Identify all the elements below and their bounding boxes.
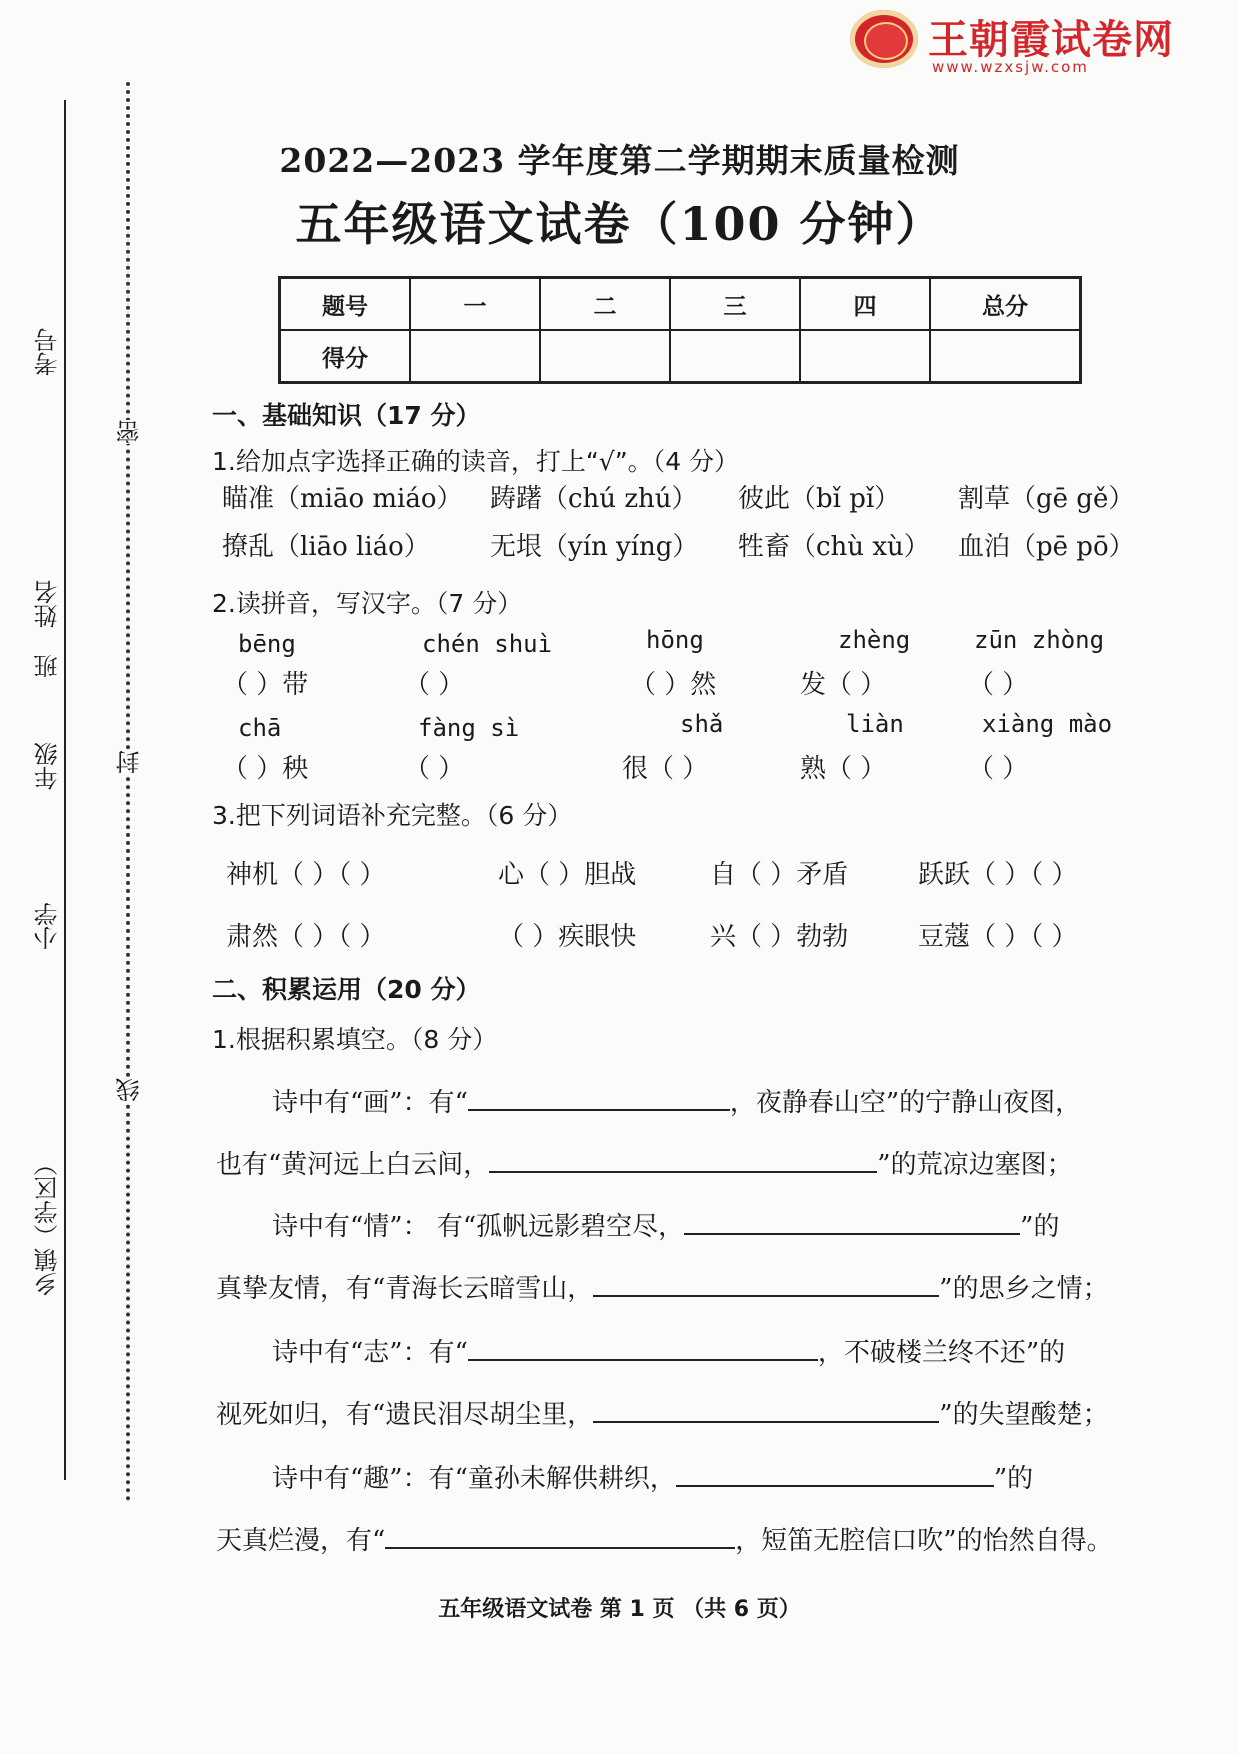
answer-blank[interactable]: （ ） — [968, 754, 1029, 784]
watermark — [850, 10, 1220, 80]
exam-title-line1: 2022—2023 学年度第二学期期末质量检测 — [279, 141, 960, 180]
page-footer: 五年级语文试卷 第 1 页 （共 6 页） — [438, 1597, 801, 1622]
fill-blank[interactable] — [676, 1463, 994, 1487]
pinyin-choice[interactable]: 瞄准（miāo miáo） — [222, 484, 463, 514]
pinyin-choice[interactable]: 彼此（bǐ pǐ） — [738, 484, 901, 514]
score-table-header-row — [280, 278, 1081, 331]
pinyin-choice[interactable]: 割草（gē gě） — [958, 484, 1135, 514]
section2-heading: 二、积累运用（20 分） — [212, 975, 481, 1004]
fill-blank[interactable] — [593, 1273, 939, 1297]
answer-blank[interactable]: （ ）然 — [630, 670, 717, 700]
idiom-blank[interactable]: 兴（ ）勃勃 — [710, 922, 849, 952]
pinyin: shǎ — [680, 710, 724, 738]
poem-line: 诗中有“画”：有“ ，夜静春山空”的宁静山夜图， — [272, 1088, 1082, 1118]
pinyin-choice[interactable]: 踌躇（chú zhú） — [490, 484, 698, 514]
score-cell: 得分 — [280, 330, 411, 383]
answer-blank[interactable]: 熟（ ） — [800, 754, 887, 784]
idiom-blank[interactable]: 豆蔻（ ）（ ） — [918, 922, 1078, 952]
score-cell: 一 — [410, 278, 540, 331]
pinyin-choice[interactable]: 撩乱（liāo liáo） — [222, 532, 430, 562]
score-cell: 总分 — [930, 278, 1081, 331]
score-input-cell[interactable] — [800, 330, 930, 383]
fill-blank[interactable] — [489, 1149, 877, 1173]
field-name: 姓名 — [34, 580, 62, 628]
answer-blank[interactable]: （ ） — [404, 670, 465, 700]
field-exam-number: 考号 — [34, 328, 62, 376]
score-table-score-row — [280, 330, 1081, 383]
seal-char-mi: 密 — [112, 420, 147, 444]
pinyin-choice[interactable]: 牲畜（chù xù） — [738, 532, 930, 562]
idiom-blank[interactable]: 自（ ）矛盾 — [710, 860, 849, 890]
poem-line: 真挚友情，有“青海长云暗雪山， ”的思乡之情； — [216, 1274, 1109, 1304]
idiom-blank[interactable]: 神机（ ）（ ） — [226, 860, 386, 890]
exam-title-line2: 五年级语文试卷（100 分钟） — [295, 197, 944, 251]
score-input-cell[interactable] — [410, 330, 540, 383]
poem-line: 诗中有“情”： 有“孤帆远影碧空尽， ”的 — [272, 1212, 1060, 1242]
watermark-site-name: 王朝霞试卷网 — [928, 17, 1174, 63]
answer-blank[interactable]: （ ） — [968, 670, 1029, 700]
field-town: 乡镇（学区） — [34, 1152, 62, 1296]
field-grade: 年级 — [34, 742, 62, 790]
score-cell: 二 — [540, 278, 670, 331]
score-cell: 题号 — [280, 278, 411, 331]
pinyin: bēng — [238, 630, 296, 658]
pinyin: liàn — [846, 710, 904, 738]
poem-line: 诗中有“志”：有“ ，不破楼兰终不还”的 — [272, 1338, 1066, 1368]
pinyin-choice[interactable]: 血泊（pē pō） — [958, 532, 1135, 562]
answer-blank[interactable]: 很（ ） — [622, 754, 709, 784]
poem-line: 也有“黄河远上白云间， ”的荒凉边塞图； — [216, 1150, 1073, 1180]
seal-char-xian: 线 — [112, 1078, 147, 1102]
seal-char-feng: 封 — [112, 750, 147, 774]
score-cell: 三 — [670, 278, 800, 331]
idiom-blank[interactable]: 跃跃（ ）（ ） — [918, 860, 1078, 890]
pinyin: hōng — [646, 626, 704, 654]
watermark-url: www.wzxsjw.com — [932, 58, 1089, 76]
pinyin: zūn zhòng — [974, 626, 1105, 654]
answer-blank[interactable]: （ ） — [404, 754, 465, 784]
idiom-blank[interactable]: 心（ ）胆战 — [498, 860, 637, 890]
pinyin-choice[interactable]: 无垠（yín yíng） — [490, 532, 699, 562]
section1-heading: 一、基础知识（17 分） — [212, 401, 481, 430]
pinyin: zhèng — [838, 626, 911, 654]
fill-blank[interactable] — [593, 1399, 939, 1423]
idiom-blank[interactable]: （ ）疾眼快 — [498, 922, 637, 952]
s2-q1-prompt: 1.根据积累填空。（8 分） — [212, 1025, 498, 1054]
score-cell: 四 — [800, 278, 930, 331]
fill-blank[interactable] — [468, 1337, 818, 1361]
field-school: 小学 — [34, 902, 62, 950]
pinyin: chén shuì — [422, 630, 553, 658]
poem-line: 天真烂漫，有“ ，短笛无腔信口吹”的怡然自得。 — [216, 1526, 1113, 1556]
fill-blank[interactable] — [684, 1211, 1020, 1235]
seal-dotted-line — [126, 82, 130, 1502]
fill-blank[interactable] — [468, 1087, 730, 1111]
pinyin: chā — [238, 714, 282, 742]
score-input-cell[interactable] — [670, 330, 800, 383]
watermark-logo-icon — [850, 10, 918, 68]
answer-blank[interactable]: 发（ ） — [800, 670, 887, 700]
answer-blank[interactable]: （ ）带 — [222, 670, 309, 700]
s1-q3-prompt: 3.把下列词语补充完整。（6 分） — [212, 801, 573, 830]
s1-q1-prompt: 1.给加点字选择正确的读音，打上“√”。（4 分） — [212, 447, 740, 476]
pinyin: fàng sì — [418, 714, 520, 742]
score-table — [278, 276, 1082, 384]
answer-blank[interactable]: （ ）秧 — [222, 754, 309, 784]
fill-blank[interactable] — [385, 1525, 735, 1549]
score-input-cell[interactable] — [540, 330, 670, 383]
score-input-cell[interactable] — [930, 330, 1081, 383]
s1-q2-prompt: 2.读拼音，写汉字。（7 分） — [212, 589, 523, 618]
field-class: 班 — [34, 654, 62, 678]
poem-line: 视死如归，有“遗民泪尽胡尘里， ”的失望酸楚； — [216, 1400, 1109, 1430]
poem-line: 诗中有“趣”：有“童孙未解供耕织， ”的 — [272, 1464, 1034, 1494]
idiom-blank[interactable]: 肃然（ ）（ ） — [226, 922, 386, 952]
pinyin: xiàng mào — [982, 710, 1113, 738]
